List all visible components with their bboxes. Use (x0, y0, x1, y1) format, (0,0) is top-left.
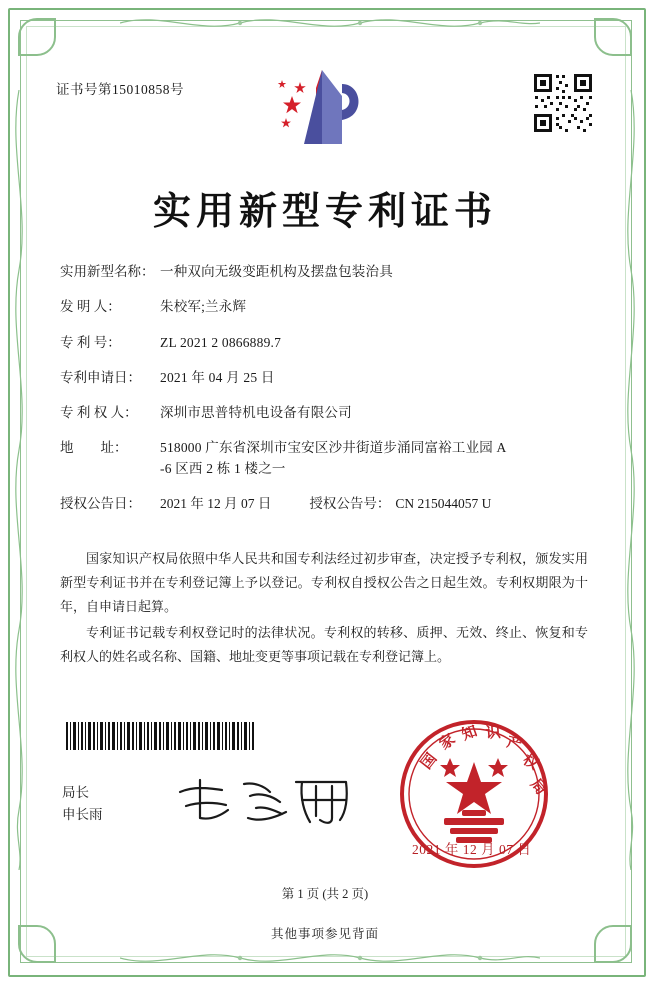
svg-text:识: 识 (485, 722, 502, 742)
field-value: 一种双向无级变距机构及摆盘包装治具 (160, 264, 393, 279)
vine-ornament-bottom (120, 945, 540, 971)
field-label: 专 利 权 人： (60, 405, 138, 420)
director-title-label: 局长 (62, 785, 89, 800)
signature-block (62, 782, 103, 827)
corner-ornament-top-right (582, 14, 636, 68)
field-label: 地 址： (60, 440, 128, 456)
field-row-application-date (60, 368, 590, 388)
svg-text:家: 家 (435, 729, 459, 754)
certificate-number: 证书号第15010858号 (56, 82, 184, 97)
legal-text-block (60, 547, 588, 671)
grant-number-pair (309, 494, 491, 514)
page-title: 实用新型专利证书 (152, 188, 497, 233)
grant-date-label: 授权公告日： (60, 495, 141, 511)
back-side-note: 其他事项参见背面 (270, 927, 379, 941)
field-row-address (60, 438, 590, 479)
corner-ornament-top-left (14, 14, 68, 68)
qr-code-icon (532, 72, 594, 134)
director-name: 申长雨 (62, 807, 103, 823)
field-list (60, 262, 590, 518)
field-label: 专利申请日： (60, 369, 141, 385)
seal-date: 2021 年 12 月 07 日 (412, 842, 532, 857)
svg-text:产: 产 (505, 732, 524, 754)
vine-ornament-top (120, 10, 540, 36)
paragraph-2: 专利证书记载专利权登记时的法律状况。专利权的转移、质押、无效、终止、恢复和专利权人的姓名或名称、国籍、地址变更等事项记载在专利登记簿上。 (60, 625, 588, 665)
svg-text:知: 知 (459, 721, 480, 744)
page-indicator: 第 1 页 (共 2 页) (281, 887, 369, 901)
grant-date-value: 2021 年 12 月 07 日 (160, 495, 272, 511)
field-row-inventor (60, 297, 590, 317)
field-value: 朱校军;兰永辉 (160, 299, 247, 315)
patent-office-emblem-icon (270, 66, 380, 148)
grant-number-value: CN 215044057 U (395, 495, 492, 511)
field-row-utility-model-name (60, 262, 590, 282)
field-label: 实用新型名称： (60, 264, 155, 279)
field-row-grant (60, 494, 590, 514)
field-value (160, 438, 590, 479)
field-row-patentee (60, 403, 590, 423)
svg-text:权: 权 (519, 750, 543, 774)
svg-text:局: 局 (526, 775, 550, 799)
field-row-patent-number (60, 333, 590, 353)
field-label: 发 明 人： (60, 299, 121, 315)
address-line-1: 518000 广东省深圳市宝安区沙井街道步涌同富裕工业园 A (160, 440, 507, 456)
field-value: 深圳市思普特机电设备有限公司 (160, 405, 352, 420)
address-line-2: -6 区西 2 栋 1 楼之一 (160, 460, 286, 476)
field-value: 2021 年 04 月 25 日 (160, 369, 275, 385)
grant-number-label: 授权公告号： (309, 495, 391, 511)
svg-text:国: 国 (416, 749, 441, 773)
barcode-icon (66, 722, 256, 750)
handwritten-signature-icon (170, 772, 360, 828)
paragraph-1: 国家知识产权局依照中华人民共和国专利法经过初步审查，决定授予专利权，颁发实用新型专利证书并在专利登记簿上予以登记。专利权自授权公告之日起生效。专利权期限为十年，自申请日起算。 (60, 551, 588, 615)
field-value: ZL 2021 2 0866889.7 (160, 334, 282, 350)
field-label: 专 利 号： (60, 334, 121, 350)
